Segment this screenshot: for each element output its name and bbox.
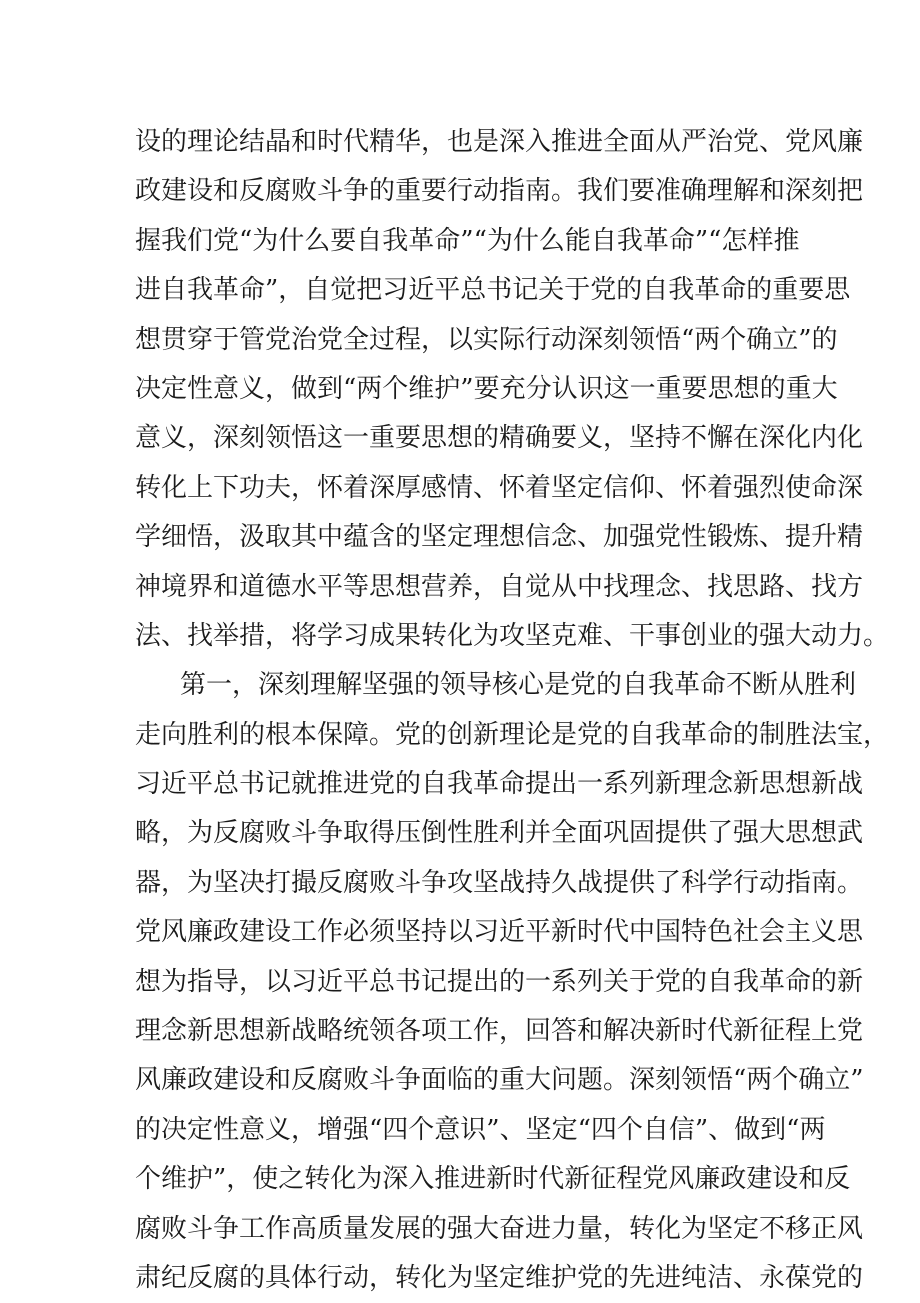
- paragraph-2-line: 习近平总书记就推进党的自我革命提出一系列新理念新思想新战: [135, 769, 864, 800]
- paragraph-2-line: 想为指导，以习近平总书记提出的一系列关于党的自我革命的新: [135, 966, 864, 997]
- paragraph-2-line: 个维护”，使之转化为深入推进新时代新征程党风廉政建设和反: [135, 1164, 851, 1195]
- paragraph-1-line: 转化上下功夫，怀着深厚感情、怀着坚定信仰、怀着强烈使命深: [135, 472, 864, 503]
- paragraph-2-line: 理念新思想新战略统领各项工作，回答和解决新时代新征程上党: [135, 1016, 864, 1047]
- paragraph-1-line: 决定性意义，做到“两个维护”要充分认识这一重要思想的重大: [135, 373, 838, 404]
- paragraph-2-line: 党风廉政建设工作必须坚持以习近平新时代中国特色社会主义思: [135, 917, 864, 948]
- paragraph-1-line: 意义，深刻领悟这一重要思想的精确要义，坚持不懈在深化内化: [135, 423, 864, 454]
- body-text: [135, 118, 890, 1303]
- paragraph-2-line: 肃纪反腐的具体行动，转化为坚定维护党的先进纯洁、永葆党的: [135, 1262, 864, 1293]
- paragraph-2-line: 风廉政建设和反腐败斗争面临的重大问题。深刻领悟“两个确立”: [135, 1065, 864, 1096]
- paragraph-1-line: 想贯穿于管党治党全过程，以实际行动深刻领悟“两个确立”的: [135, 324, 838, 355]
- paragraph-1-line: 设的理论结晶和时代精华，也是深入推进全面从严治党、党风廉: [135, 127, 864, 157]
- paragraph-1-line: 神境界和道德水平等思想营养，自觉从中找理念、找思路、找方: [135, 571, 864, 602]
- paragraph-2-line: 第一，深刻理解坚强的领导核心是党的自我革命不断从胜利: [180, 670, 857, 701]
- paragraph-1-line: 法、找举措，将学习成果转化为攻坚克难、干事创业的强大动力。: [135, 620, 890, 651]
- paragraph-2-line: 腐败斗争工作高质量发展的强大奋进力量，转化为坚定不移正风: [135, 1213, 864, 1244]
- paragraph-1-line: 政建设和反腐败斗争的重要行动指南。我们要准确理解和深刻把: [135, 176, 864, 207]
- paragraph-2-line: 走向胜利的根本保障。党的创新理论是党的自我革命的制胜法宝，: [135, 719, 890, 750]
- paragraph-1-line: 进自我革命”，自觉把习近平总书记关于党的自我革命的重要思: [135, 275, 851, 306]
- paragraph-2-line: 略，为反腐败斗争取得压倒性胜利并全面巩固提供了强大思想武: [135, 818, 864, 849]
- paragraph-2-line: 的决定性意义，增强“四个意识”、坚定“四个自信”、做到“两: [135, 1114, 826, 1145]
- paragraph-1-line: 握我们党“为什么要自我革命”“为什么能自我革命”“怎样推: [135, 225, 800, 256]
- paragraph-1-line: 学细悟，汲取其中蕴含的坚定理想信念、加强党性锻炼、提升精: [135, 522, 864, 553]
- paragraph-2-line: 器，为坚决打撮反腐败斗争攻坚战持久战提供了科学行动指南。: [135, 867, 864, 898]
